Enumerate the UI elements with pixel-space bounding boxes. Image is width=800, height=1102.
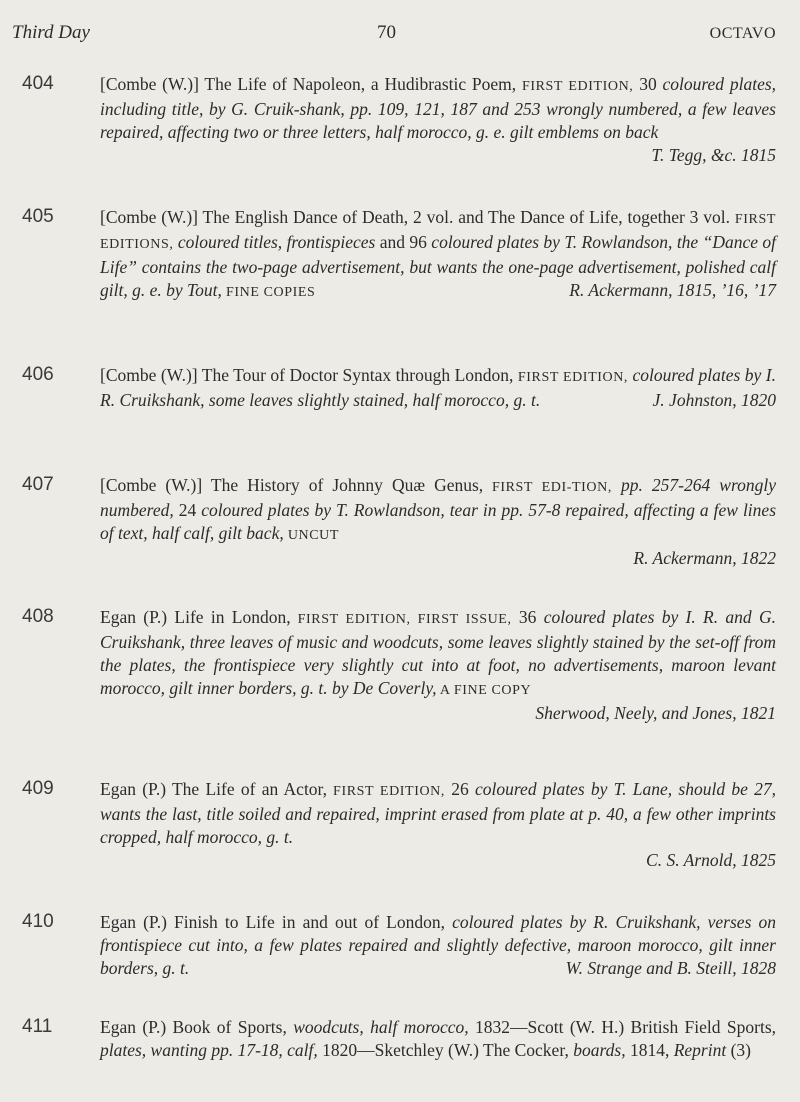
lot-number: 406 [22, 364, 54, 385]
plate-count: 30 [633, 74, 663, 94]
entry-title: [Combe (W.)] The Tour of Doctor Syntax through London, [100, 365, 514, 385]
lot-number: 410 [22, 911, 54, 932]
entry-title: [Combe (W.)] The Life of Napoleon, a Hudibrastic Poem, [100, 74, 517, 94]
lot-number: 405 [22, 206, 54, 227]
copy-note: UNCUT [283, 528, 340, 543]
entry-year: 1814, [629, 1040, 674, 1060]
entry-details: coloured plates by R. Cruikshank, verses on frontispiece cut into, a few plates repaired and slightly defective, maroon morocco, gilt inner borders, g. t. [100, 912, 776, 978]
entry-details: coloured plates by T. Lane, should be 27, wants the last, title soiled and repaired, imprint erased from plate at p. 40, a few other imprints cropped, half morocco, g. t. [100, 779, 776, 847]
plate-count: 26 [444, 779, 476, 799]
edition-note: FIRST EDITION, FIRST ISSUE, [290, 612, 512, 627]
copy-note: FINE COPIES [221, 285, 316, 300]
entry-details-2: coloured plates by T. Rowlandson, the “Dance of Life” contains the two-page advertisement, but wants the one-page advertisement, polished calf gilt, g. e. by Tout, [100, 232, 776, 300]
entry-title: Egan (P.) The Life of an Actor, [100, 779, 328, 799]
edition-note: FIRST EDITION, [521, 79, 634, 94]
plate-count: 24 [178, 500, 202, 520]
entry-title-2: 1832—Scott (W. H.) British Field Sports, [475, 1017, 777, 1037]
entry-details: coloured plates, including title, by G. Cruik-shank, pp. 109, 121, 187 and 253 wrongly numbered, a few leaves repaired, affecting two or three letters, half morocco, g. e. gilt emblems on back [100, 74, 777, 142]
lot-number: 408 [22, 606, 54, 627]
imprint: R. Ackermann, 1815, ’16, ’17 [569, 280, 776, 300]
imprint: R. Ackermann, 1822 [633, 548, 776, 568]
entry-details: woodcuts, half morocco, [293, 1017, 476, 1037]
plate-count: 36 [511, 607, 544, 627]
header-format: OCTAVO [709, 25, 776, 42]
lot-description [100, 206, 776, 304]
entry-details: pp. 257-264 wrongly numbered, [100, 475, 777, 520]
volume-count: (3) [726, 1040, 751, 1060]
entry-title: [Combe (W.)] The History of Johnny Quæ Genus, [100, 475, 484, 495]
entry-title: Egan (P.) Life in London, [100, 607, 291, 627]
edition-note: FIRST EDITION, [327, 784, 445, 799]
lot-number: 411 [22, 1016, 53, 1037]
plate-count: and 96 [379, 232, 432, 252]
page-header [12, 22, 776, 48]
imprint: J. Johnston, 1820 [652, 390, 776, 410]
lot-description [100, 364, 776, 412]
edition-note: FIRST EDI-TION, [483, 480, 612, 495]
lot-description [100, 911, 776, 980]
imprint: Sherwood, Neely, and Jones, 1821 [535, 703, 776, 723]
edition-note: FIRST EDITION, [517, 370, 629, 385]
imprint: T. Tegg, &c. 1815 [651, 145, 776, 165]
copy-note: A FINE COPY [436, 683, 532, 698]
page-number: 70 [377, 22, 396, 43]
reprint-note: Reprint [673, 1040, 727, 1060]
edition-note: FIRST EDITIONS, [100, 212, 777, 252]
lot-number: 404 [22, 73, 54, 94]
lot-number: 407 [22, 474, 54, 495]
header-day: Third Day [12, 22, 90, 43]
entry-details-2: plates, wanting pp. 17-18, calf, [100, 1040, 323, 1060]
entry-title: [Combe (W.)] The English Dance of Death, 2 vol. and The Dance of Life, together 3 vol. [100, 207, 731, 227]
entry-title-3: 1820—Sketchley (W.) The Cocker, [322, 1040, 574, 1060]
lot-number: 409 [22, 778, 54, 799]
imprint: W. Strange and B. Steill, 1828 [565, 958, 776, 978]
entry-details: coloured plates by I. R. and G. Cruikshank, three leaves of music and woodcuts, some leaves slightly stained by the set-off from the plates, the frontispiece very slightly cut into at foot, no advertisements, maroon levant morocco, gilt inner borders, g. t. by De Coverly, [100, 607, 776, 698]
lot-description [100, 778, 776, 872]
entry-details-2: coloured plates by T. Rowlandson, tear in pp. 57-8 repaired, affecting a few lines of text, half calf, gilt back, [100, 500, 777, 543]
entry-title: Egan (P.) Book of Sports, [100, 1017, 294, 1037]
lot-description [100, 73, 776, 167]
entry-details: coloured titles, frontispieces [173, 232, 380, 252]
entry-title: Egan (P.) Finish to Life in and out of London, [100, 912, 453, 932]
imprint: C. S. Arnold, 1825 [646, 850, 776, 870]
lot-description [100, 474, 776, 570]
entry-details-3: boards, [573, 1040, 630, 1060]
entry-details: coloured plates by I. R. Cruikshank, some leaves slightly stained, half morocco, g. t. [100, 365, 777, 410]
lot-description [100, 606, 776, 725]
lot-description [100, 1016, 776, 1062]
